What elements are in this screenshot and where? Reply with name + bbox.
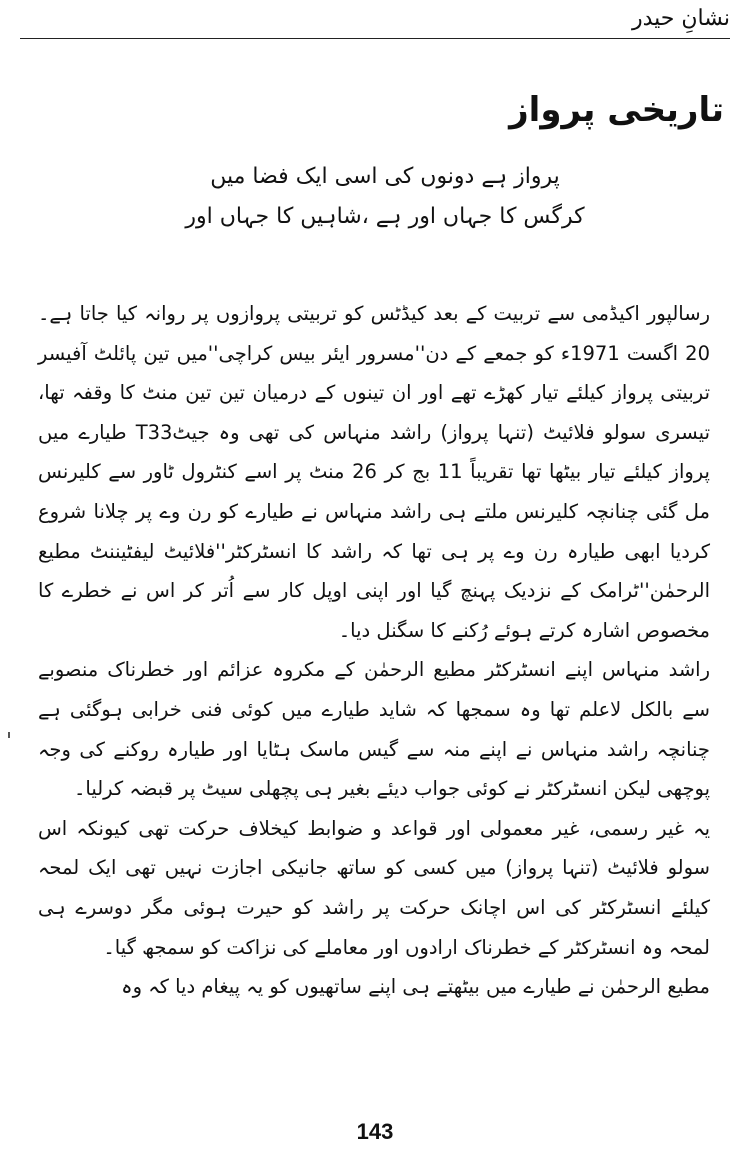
- paragraph-4: مطیع الرحمٰن نے طیارے میں بیٹھتے ہی اپنے ساتھیوں کو یہ پیغام دیا کہ وہ: [121, 975, 710, 999]
- body-text: [38, 294, 710, 1007]
- header-rule: [20, 38, 730, 39]
- verse-line-1: پرواز ہے دونوں کی اسی ایک فضا میں: [210, 164, 560, 189]
- chapter-title: تاریخی پرواز: [509, 90, 724, 130]
- running-header: نشانِ حیدر: [631, 6, 730, 31]
- margin-mark: [8, 732, 10, 738]
- paragraph-3: یہ غیر رسمی، غیر معمولی اور قواعد و ضوابط کیخلاف حرکت تھی کیونکہ اس سولو فلائیٹ (تنہا پرواز) میں کسی کو ساتھ جانیکی اجازت نہیں تھی ایک لمحہ کیلئے انسٹرکٹر کی اس اچانک حرکت پر راشد کو حیرت ہوئی مگر دوسرے ہی لمحہ وہ انسٹرکٹر کے خطرناک ارادوں اور معاملے کی نزاکت کو سمجھ گیا۔: [38, 816, 710, 959]
- paragraph-1: رسالپور اکیڈمی سے تربیت کے بعد کیڈٹس کو تربیتی پروازوں پر روانہ کیا جاتا ہے۔20 اگست 1971ء کو جمعے کے دن''مسرور ایئر بیس کراچی''میں تین پائلٹ آفیسر تربیتی پرواز کیلئے تیار کھڑے تھے اور ان تینوں کے درمیان تین تین منٹ کا وقفہ تھا، تیسری سولو فلائیٹ (تنہا پرواز) راشد منہاس کی تھی وہ جیٹT33 طیارے میں پرواز کیلئے تیار بیٹھا تھا تقریباً 11 بج کر 26 منٹ پر اسے کنٹرول ٹاور سے کلیرنس مل گئی چنانچہ کلیرنس ملتے ہی راشد منہاس نے طیارے کو رن وے پر چلانا شروع کردیا ابھی طیارہ رن وے پر ہی تھا کہ راشد کا انسٹرکٹر''فلائیٹ لیفٹیننٹ مطیع الرحمٰن''ٹرامک کے نزدیک پہنچ گیا اور اپنی اوپل کار سے اُتر کر اس نے خطرے کا مخصوص اشارہ کرتے ہوئے رُکنے کا سگنل دیا۔: [38, 302, 710, 642]
- paragraph-2: راشد منہاس اپنے انسٹرکٹر مطیع الرحمٰن کے مکروہ عزائم اور خطرناک منصوبے سے بالکل لاعلم تھا وہ سمجھا کہ شاید طیارے میں کوئی فنی خرابی ہوگئی ہے چنانچہ راشد منہاس نے اپنے منہ سے گیس ماسک ہٹایا اور طیارہ روکنے کی وجہ پوچھی لیکن انسٹرکٹر نے کوئی جواب دیئے بغیر ہی پچھلی سیٹ پر قبضہ کرلیا۔: [38, 658, 710, 801]
- verse-line-2: کرگس کا جہاں اور ہے ،شاہیں کا جہاں اور: [185, 204, 585, 229]
- page-number: 143: [356, 1119, 394, 1144]
